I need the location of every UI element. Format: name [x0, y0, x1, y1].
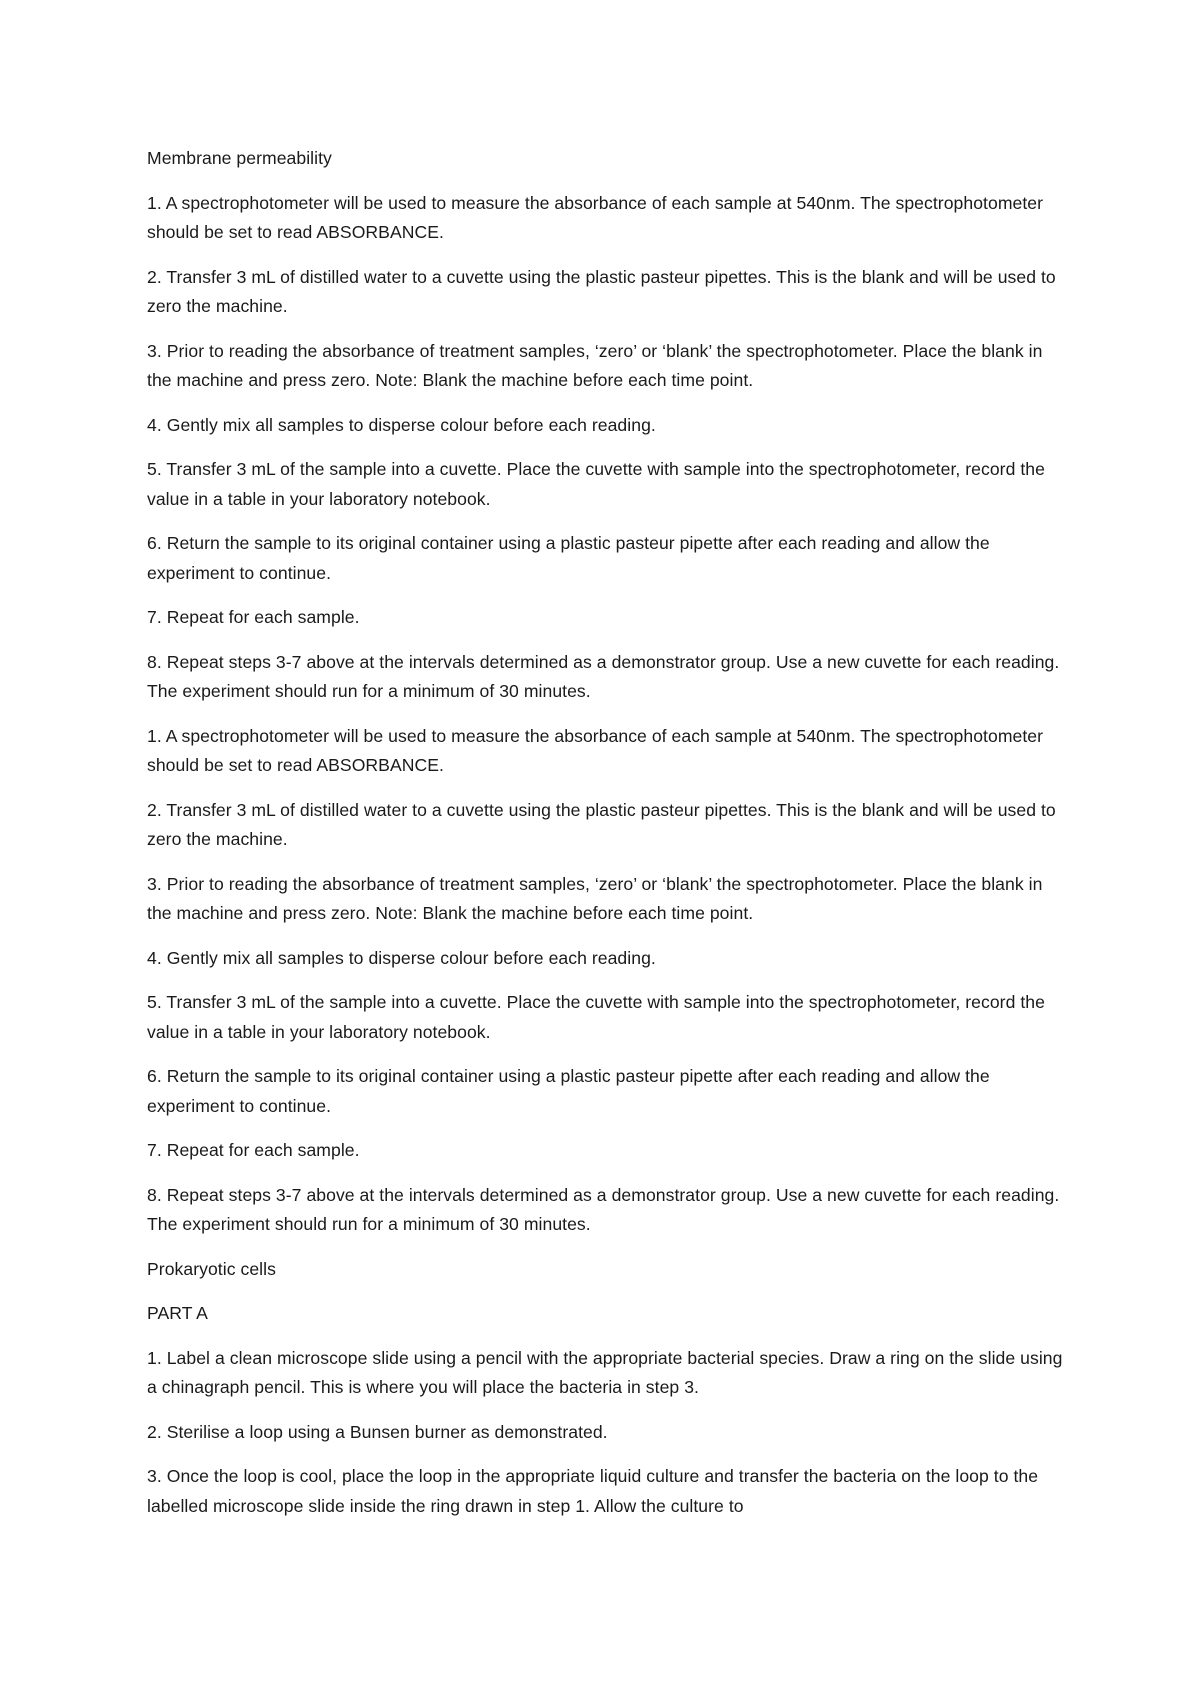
- step-paragraph: 3. Once the loop is cool, place the loop in the appropriate liquid culture and transfer the bacteria on the loop to the labelled microscope slide inside the ring drawn in step 1. Allow the culture to: [147, 1466, 1039, 1516]
- document-page: [147, 144, 1067, 1536]
- step-paragraph: 2. Transfer 3 mL of distilled water to a cuvette using the plastic pasteur pipettes. This is the blank and will be used to zero the machine.: [147, 266, 1056, 316]
- step-paragraph: 1. A spectrophotometer will be used to measure the absorbance of each sample at 540nm. The spectrophotometer should be set to read ABSORBANCE.: [147, 192, 1044, 242]
- step-paragraph: 8. Repeat steps 3-7 above at the intervals determined as a demonstrator group. Use a new cuvette for each reading. The experiment should run for a minimum of 30 minutes.: [147, 651, 1060, 701]
- step-paragraph: 5. Transfer 3 mL of the sample into a cuvette. Place the cuvette with sample into the spectrophotometer, record the value in a table in your laboratory notebook.: [147, 459, 1045, 509]
- step-paragraph: 5. Transfer 3 mL of the sample into a cuvette. Place the cuvette with sample into the spectrophotometer, record the value in a table in your laboratory notebook.: [147, 992, 1045, 1042]
- step-paragraph: 4. Gently mix all samples to disperse colour before each reading.: [147, 947, 656, 968]
- step-paragraph: 7. Repeat for each sample.: [147, 607, 360, 627]
- step-paragraph: 3. Prior to reading the absorbance of treatment samples, ‘zero’ or ‘blank’ the spectrophotometer. Place the blank in the machine and press zero. Note: Blank the machine before each time point.: [147, 340, 1043, 390]
- step-paragraph: 6. Return the sample to its original container using a plastic pasteur pipette after each reading and allow the experiment to continue.: [147, 1066, 990, 1116]
- document-title: Membrane permeability: [147, 148, 332, 168]
- step-paragraph: 1. Label a clean microscope slide using a pencil with the appropriate bacterial species. Draw a ring on the slide using a chinagraph pencil. This is where you will place the bacteria in step 3.: [147, 1347, 1063, 1397]
- step-paragraph: 1. A spectrophotometer will be used to measure the absorbance of each sample at 540nm. The spectrophotometer should be set to read ABSORBANCE.: [147, 725, 1044, 775]
- section-heading-part-a: PART A: [147, 1303, 208, 1323]
- step-paragraph: 3. Prior to reading the absorbance of treatment samples, ‘zero’ or ‘blank’ the spectrophotometer. Place the blank in the machine and press zero. Note: Blank the machine before each time point.: [147, 873, 1043, 923]
- step-paragraph: 4. Gently mix all samples to disperse colour before each reading.: [147, 414, 656, 435]
- step-paragraph: 2. Transfer 3 mL of distilled water to a cuvette using the plastic pasteur pipettes. This is the blank and will be used to zero the machine.: [147, 799, 1056, 849]
- step-paragraph: 6. Return the sample to its original container using a plastic pasteur pipette after each reading and allow the experiment to continue.: [147, 533, 990, 583]
- step-paragraph: 7. Repeat for each sample.: [147, 1140, 360, 1160]
- section-heading-prokaryotic: Prokaryotic cells: [147, 1258, 276, 1279]
- step-paragraph: 8. Repeat steps 3-7 above at the intervals determined as a demonstrator group. Use a new cuvette for each reading. The experiment should run for a minimum of 30 minutes.: [147, 1184, 1060, 1234]
- step-paragraph: 2. Sterilise a loop using a Bunsen burner as demonstrated.: [147, 1421, 608, 1442]
